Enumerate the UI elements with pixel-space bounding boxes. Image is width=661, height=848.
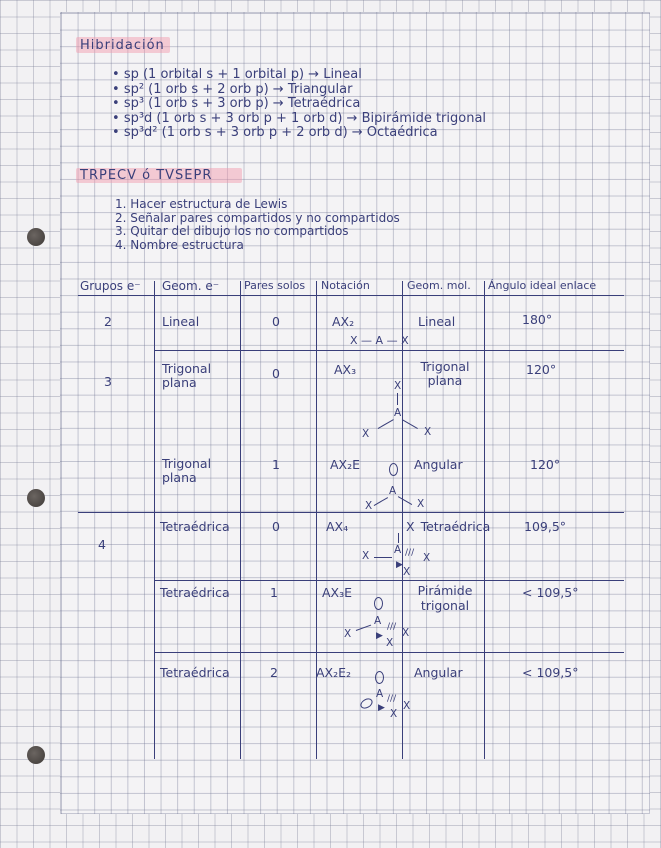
table-rule xyxy=(154,580,624,581)
bond xyxy=(397,393,398,405)
cell-notacion: AX₂E xyxy=(330,457,361,472)
cell-angulo: 120° xyxy=(526,362,557,377)
ligand-atom: X xyxy=(424,426,432,438)
cell-notacion: AX₂E₂ xyxy=(316,665,352,680)
trpecv-title: TRPECV ó TVSEPR xyxy=(80,168,213,183)
cell-angulo: 109,5° xyxy=(524,519,567,534)
list-item: • sp (1 orbital s + 1 orbital p) → Lineal xyxy=(112,68,486,83)
list-item: • sp³d (1 orb s + 3 orb p + 1 orb d) → Bipirámide trigonal xyxy=(112,112,486,127)
binder-hole xyxy=(27,746,45,764)
cell-notacion: AX₄ xyxy=(326,519,349,534)
table-rule xyxy=(154,652,624,653)
cell-geom-mol: Angular xyxy=(414,665,463,680)
lewis-structure-linear: X — A — X xyxy=(350,334,409,347)
cell-geom-mol: Angular xyxy=(414,457,463,472)
binder-hole xyxy=(27,489,45,507)
header-geom-mol: Geom. mol. xyxy=(407,279,471,292)
group-number: 3 xyxy=(104,374,112,389)
cell-geom-mol: Trigonal plana xyxy=(420,359,470,388)
list-item: 2. Señalar pares compartidos y no compartidos xyxy=(115,210,400,225)
cell-geom-e: Tetraédrica xyxy=(160,519,230,534)
cell-notacion: AX₂ xyxy=(332,314,355,329)
ligand-atom: X xyxy=(402,627,410,639)
cell-pares: 1 xyxy=(270,585,278,600)
cell-pares: 0 xyxy=(272,314,280,329)
list-item: • sp³ (1 orb s + 3 orb p) → Tetraédrica xyxy=(112,97,486,112)
lone-pair-icon xyxy=(375,671,384,684)
table-rule xyxy=(316,281,317,759)
wedge-bond-icon: ▶ xyxy=(376,631,383,641)
list-item: 3. Quitar del dibujo los no compartidos xyxy=(115,224,349,238)
cell-geom-e: Lineal xyxy=(162,314,200,329)
ligand-atom: X xyxy=(403,700,411,712)
group-number: 2 xyxy=(104,314,112,329)
header-notacion: Notación xyxy=(321,279,370,292)
ligand-atom: X xyxy=(423,552,431,564)
cell-angulo: < 109,5° xyxy=(522,585,579,600)
cell-notacion: AX₃ xyxy=(334,362,357,377)
cell-geom-e: Tetraédrica xyxy=(160,585,230,600)
group-number: 4 xyxy=(98,537,106,552)
cell-geom-mol: X Tetraédrica xyxy=(406,519,491,534)
cell-geom-e: Trigonal plana xyxy=(162,361,212,390)
ligand-atom: X xyxy=(394,380,402,392)
ligand-atom: X xyxy=(365,500,373,512)
ligand-atom: X xyxy=(390,708,398,720)
bond xyxy=(398,533,399,543)
cell-geom-e: Tetraédrica xyxy=(160,665,230,680)
table-rule xyxy=(154,350,624,351)
list-item: 1. Hacer estructura de Lewis xyxy=(115,197,288,211)
cell-pares: 2 xyxy=(270,665,278,680)
ligand-atom: X xyxy=(386,637,394,649)
hibridacion-title: Hibridación xyxy=(80,38,165,53)
cell-pares: 1 xyxy=(272,457,280,472)
bond xyxy=(374,557,392,558)
ligand-atom: X xyxy=(362,550,370,562)
dashed-bond-icon: /// xyxy=(387,694,397,704)
cell-pares: 0 xyxy=(272,519,280,534)
wedge-bond-icon: ▶ xyxy=(396,560,403,570)
dashed-bond-icon: /// xyxy=(387,622,397,632)
dashed-bond-icon: /// xyxy=(405,548,415,558)
header-pares-solos: Pares solos xyxy=(244,279,306,292)
hybridization-list xyxy=(112,68,486,141)
table-rule xyxy=(154,281,155,759)
cell-angulo: 180° xyxy=(522,312,553,327)
wedge-bond-icon: ▶ xyxy=(378,703,385,713)
list-item: 4. Nombre estructura xyxy=(115,237,244,252)
list-item: • sp² (1 orb s + 2 orb p) → Triangular xyxy=(112,83,486,98)
table-rule xyxy=(78,295,624,296)
steps-list xyxy=(115,198,400,252)
cell-geom-e: Trigonal plana xyxy=(162,456,212,485)
table-rule xyxy=(240,281,241,759)
cell-angulo: < 109,5° xyxy=(522,665,579,680)
central-atom: A xyxy=(376,688,384,700)
cell-notacion: AX₃E xyxy=(322,585,353,600)
table-rule xyxy=(402,281,403,759)
central-atom: A xyxy=(394,407,402,419)
central-atom: A xyxy=(394,544,402,556)
header-angulo: Ángulo ideal enlace xyxy=(488,279,597,292)
cell-geom-mol: Pirámide trigonal xyxy=(417,583,473,613)
list-item: • sp³d² (1 orb s + 3 orb p + 2 orb d) → Octaédrica xyxy=(112,126,486,141)
cell-angulo: 120° xyxy=(530,457,561,472)
ligand-atom: X xyxy=(403,566,411,578)
ligand-atom: X xyxy=(417,498,425,510)
ligand-atom: X xyxy=(344,628,352,640)
central-atom: A xyxy=(374,615,382,627)
binder-hole xyxy=(27,228,45,246)
header-grupos: Grupos e⁻ xyxy=(80,279,141,293)
header-geom-e: Geom. e⁻ xyxy=(162,279,220,293)
table-rule xyxy=(78,512,624,513)
ligand-atom: X xyxy=(362,428,370,440)
cell-pares: 0 xyxy=(272,366,280,381)
lone-pair-icon xyxy=(389,463,398,476)
central-atom: A xyxy=(389,485,397,497)
cell-geom-mol: Lineal xyxy=(418,314,456,329)
lone-pair-icon xyxy=(374,597,383,610)
